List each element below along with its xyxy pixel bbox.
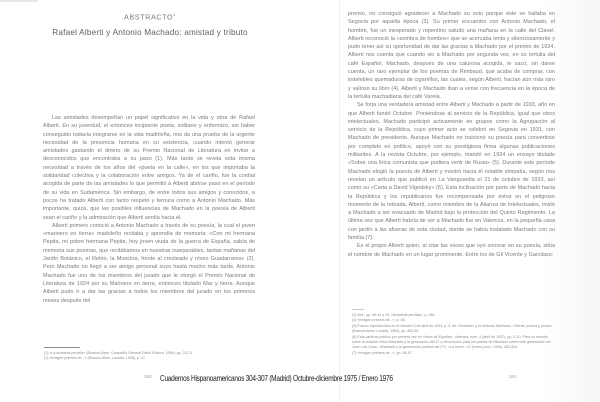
scan-edge-mark [0, 0, 38, 2]
page-number: 340 [144, 374, 152, 379]
footnote: (1) «La arboleda perdida» (Buenos Aires: Compañía General Fabril Editora, 1959), pp. 212-3. [44, 351, 193, 355]
footnote: (4) «Imagen primera de...», p. 48. [352, 318, 406, 323]
right-page [300, 0, 600, 402]
article-title: Rafael Alberti y Antonio Machado: amistad y tributo [52, 28, 248, 37]
paragraph: premio, no consiguió agradecer a Machado su voto porque éste se hallaba en Segovia por aquella época (3). Su primer encuentro con Antonio Machado, el hombre, fue un inesperado y repentino saludo una mañana en la calle del Clavel. Alberti reconoció la «sombra de hombre» que se acercaba lenta y silenciosamente y pudo tener así su oportunidad de dar las gracias a Machado por el premio de 1924. Alberti nos cuenta que cuando vio a Machado por segunda vez, en su tertulia del café Español, Machado, después de una calurosa acogida, le sacó, sin darse cuenta, un raro ejemplar de los poemas de Rimbaud, que acaba de comprar, con indelebles quemaduras de cigarrillos, las cuales, según Alberti, hacían aún más raro y valioso su libro (4). Alberti y Machado iban a verse con frecuencia en la época de la tertulia machadiana del café Varela. [348, 11, 555, 100]
footnote: (5) Fueron reproducidos en el número 5 de abril de 1934, p. 6, de «Octubre» y en Antonio Machado, «Obras: poesía y prosa» (Buenos Aires: Losada, 1964), pp. 852-61. [352, 323, 552, 334]
right-footnotes [352, 313, 557, 356]
paragraph: Alberti primero conoció a Antonio Machado a través de su poesía, la cual el joven «marinero en tierra» madrileño recitaba y aprendía de memoria: «Con mi hermana Pepita, mi pobre hermana Pepita, hoy joven viuda de la guerra de España, sabía de memoria sus poemas, que recitábamos en nuestras inseparables, tantas mañanas del Jardín Botánico, el Retiro, la Moncloa, frente al cresteado y níveo Guadarrama» (2). Pero Machado no llegó a ser amigo personal suyo hasta mucho más tarde. Antonio Machado fue uno de los miembros del jurado que le otorgó el Premio Nacional de Literatura de 1924 por su Marinero en tierra, entonces titulado Mar y tierra. Aunque Alberti pudo ir a dar las gracias a todos los miembros del jurado en los primeros meses después del [43, 222, 255, 304]
footnote-rule [352, 309, 364, 310]
paragraph: Se forja una verdadera amistad entre Alberti y Machado a partir de 1933, año en que Alberti fundó Octubre. Poniéndose al servicio de la República, igual que otros intelectuales, Machado participó activamente en grupos como la Agrupación al servicio de la República, cuyo primer acto se celebró en Segovia en 1931, con Machado de presidente. Aunque Machado no traicionó su poesía para convertirse por completo en político, apoyó con su prestigiosa firma algunas publicaciones militantes. A la revista Octubre, por ejemplo, mandó en 1934 un ensayo titulado «Sobre una lírica comunista que pudiera venir de Rusia» (5). Durante este período Machado elogió la poesía de Alberti y mostró hacia él notable simpatía, según nos revelan un artículo que publicó en La Vanguardia el 21 de octubre de 1933, así como su «Carta a David Vigodsky» (6). Esta inclinación por parte de Machado hacia la República y los republicanos fue recompensada por éstos en el peligroso momento de la retirada. Alberti, como miembro de la Alianza de Intelectuales, invitó a Machado a ser evacuado de Madrid bajo la protección del Quinto Regimiento. La última vez que Alberti habría de ver a Machado fue en Valencia, en la pequeña casa con jardín a las afueras de esta ciudad, donde se había instalado Machado con su familia (7). [348, 102, 555, 242]
source-caption: Cuadernos Hispanoamericanos 304-307 (Madrid) Octubre-diciembre 1975 / Enero 1976 [160, 373, 393, 383]
footnote-rule [44, 347, 80, 348]
paragraph: Las amistades desempeñan un papel significativo en la vida y obra de Rafael Alberti. En su juventud, el entonces incipiente poeta, solitario y enfermizo, sin haber conseguido todavía integrarse en la vida madrileña, nos da una prueba de la urgente necesidad de la presencia humana en su existencia, cuando intentó generar amistades gastando el dinero de su Premio Nacional de Literatura en invitar a desconocidos que encontraba a su paso (1). Más tarde se revela esta misma necesidad a través de los años del «poeta en la calle», en los que importaba la solidaridad colectiva y la colaboración entre amigos. Ya de el cariño, fue la cordial acogida de parte de las amistades lo que permitió a Alberti abrirse paso en el período de su vida en Sudamérica. Sin embargo, de entre todos sus amigos y conocidos, a pocos ha tratado Alberti con tanto respeto y ternura como a Antonio Machado. Más importante, quizá, que las posibles influencias de Machado en la poesía de Alberti sean el cariño y la admiración que Alberti sentía hacia él. [43, 115, 255, 221]
left-body-text [43, 114, 255, 342]
page-number: 341 [509, 374, 517, 379]
paragraph: Es el propio Alberti quien, al citar las voces que oyó sonorar en su poesía, sitúa el nombre de Machado en un lugar prominente. Entre los de Gil Vicente y Garcilaso: [348, 243, 555, 258]
left-footnotes [44, 351, 256, 362]
footnote: (7) «Imagen primera de...», pp. 56-57. [352, 350, 413, 355]
footnote: (2) «Imagen primera de...» (Buenos Aires: Losada, 1945), p. 47. [44, 356, 146, 361]
heading-text: ABSTRACTO [123, 12, 174, 22]
heading-footnote-mark: 1 [173, 12, 177, 17]
footnote: (3) Ibid., pp. 40-41 y 43: «Arboleda perdida», p. 264. [352, 313, 436, 317]
footnote: (6) Esta carta se publicó por primera vez en «Hora de España», Valencia, núm. 4 (abril de 1937), pp. 5-10. Para un estudio sobre la relación entre Machado y la generación del 27 y otros textos para los poetas de Machado sobre este generación ver José Luis Cano, «Machado y la generación poética del 27», «La torre», 12 (enero-junio, 1964), 483-504. [352, 334, 551, 350]
right-body-text [348, 10, 555, 303]
section-heading [0, 12, 300, 21]
